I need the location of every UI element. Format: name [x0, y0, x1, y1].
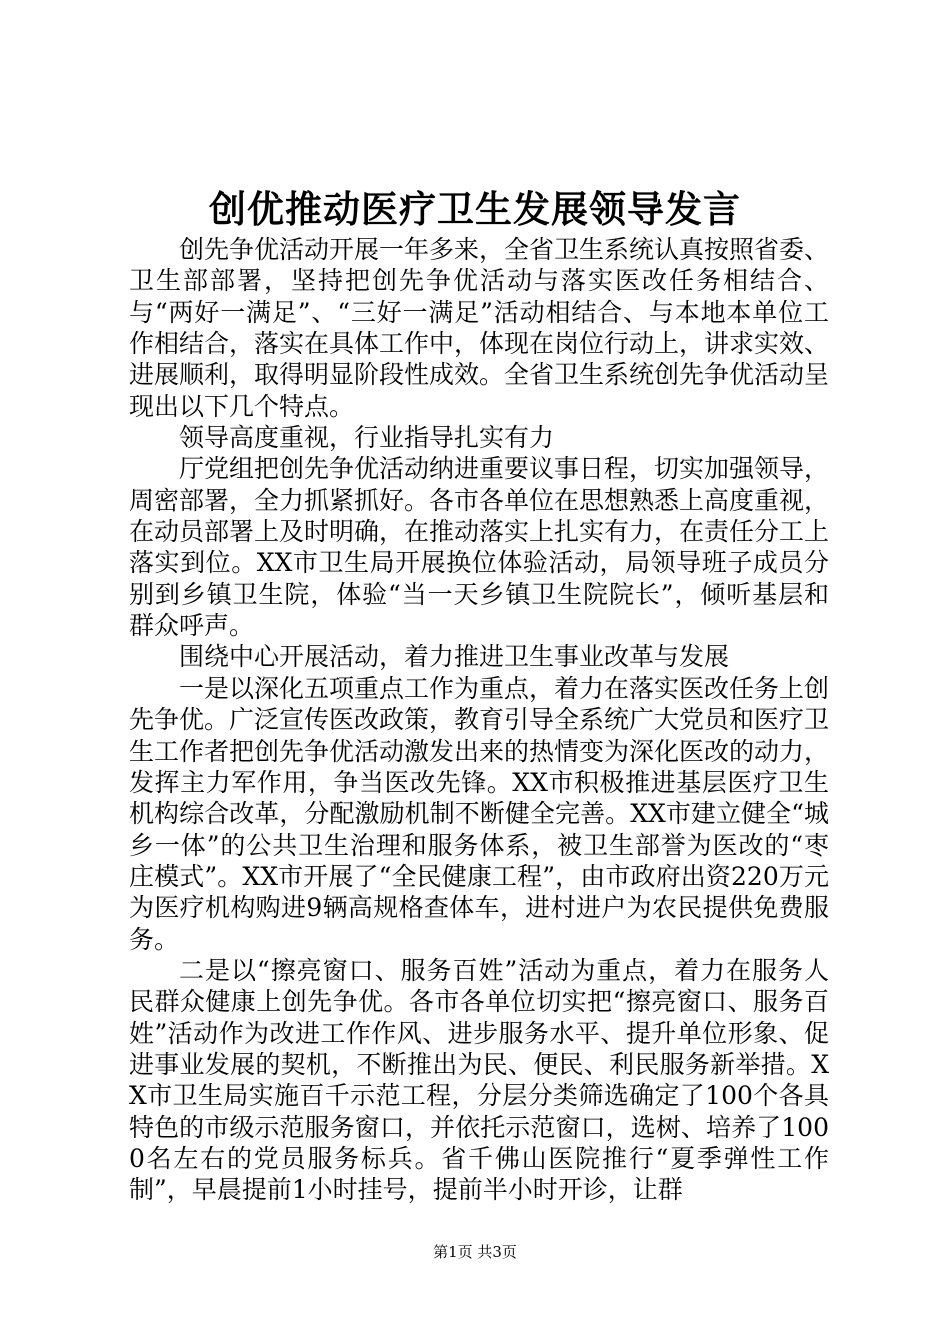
page-number-footer: 第1页 共3页	[433, 1243, 517, 1261]
paragraph-reform-one: 一是以深化五项重点工作为重点，着力在落实医改任务上创先争优。广泛宣传医改政策，教育引导全系统广大党员和医疗卫生工作者把创先争优活动激发出来的热情变为深化医改的动力，发挥主力军作用，争当医改先锋。XX市积极推进基层医疗卫生机构综合改革，分配激励机制不断健全完善。XX市建立健全“城乡一体”的公共卫生治理和服务体系，被卫生部誉为医改的“枣庄模式”。XX市开展了“全民健康工程”，由市政府出资220万元为医疗机构购进9辆高规格查体车，进村进户为农民提供免费服务。	[129, 673, 830, 954]
document-title: 创优推动医疗卫生发展领导发言	[209, 188, 741, 231]
paragraph-intro: 创先争优活动开展一年多来，全省卫生系统认真按照省委、卫生部部署，坚持把创先争优活动与落实医改任务相结合、与“两好一满足”、“三好一满足”活动相结合、与本地本单位工作相结合，落实在具体工作中，体现在岗位行动上，讲求实效、进展顺利，取得明显阶段性成效。全省卫生系统创先争优活动呈现出以下几个特点。	[129, 235, 830, 421]
paragraph-reform-two: 二是以“擦亮窗口、服务百姓”活动为重点，着力在服务人民群众健康上创先争优。各市各单位切实把“擦亮窗口、服务百姓”活动作为改进工作作风、进步服务水平、提升单位形象、促进事业发展的契机，不断推出为民、便民、利民服务新举措。XX市卫生局实施百千示范工程，分层分类筛选确定了100个各具特色的市级示范服务窗口，并依托示范窗口，选树、培养了1000名左右的党员服务标兵。省千佛山医院推行“夏季弹性工作制”，早晨提前1小时挂号，提前半小时开诊，让群	[129, 955, 829, 1205]
paragraph-leadership: 厅党组把创先争优活动纳进重要议事日程，切实加强领导，周密部署，全力抓紧抓好。各市各单位在思想熟悉上高度重视，在动员部署上及时明确，在推动落实上扎实有力，在责任分工上落实到位。XX市卫生局开展换位体验活动，局领导班子成员分别到乡镇卫生院，体验“当一天乡镇卫生院院长”，倾听基层和群众呼声。	[129, 454, 830, 641]
section-heading-leadership: 领导高度重视，行业指导扎实有力	[179, 423, 555, 453]
section-heading-reform: 围绕中心开展活动，着力推进卫生事业改革与发展	[179, 642, 730, 672]
document-body	[129, 234, 829, 1206]
